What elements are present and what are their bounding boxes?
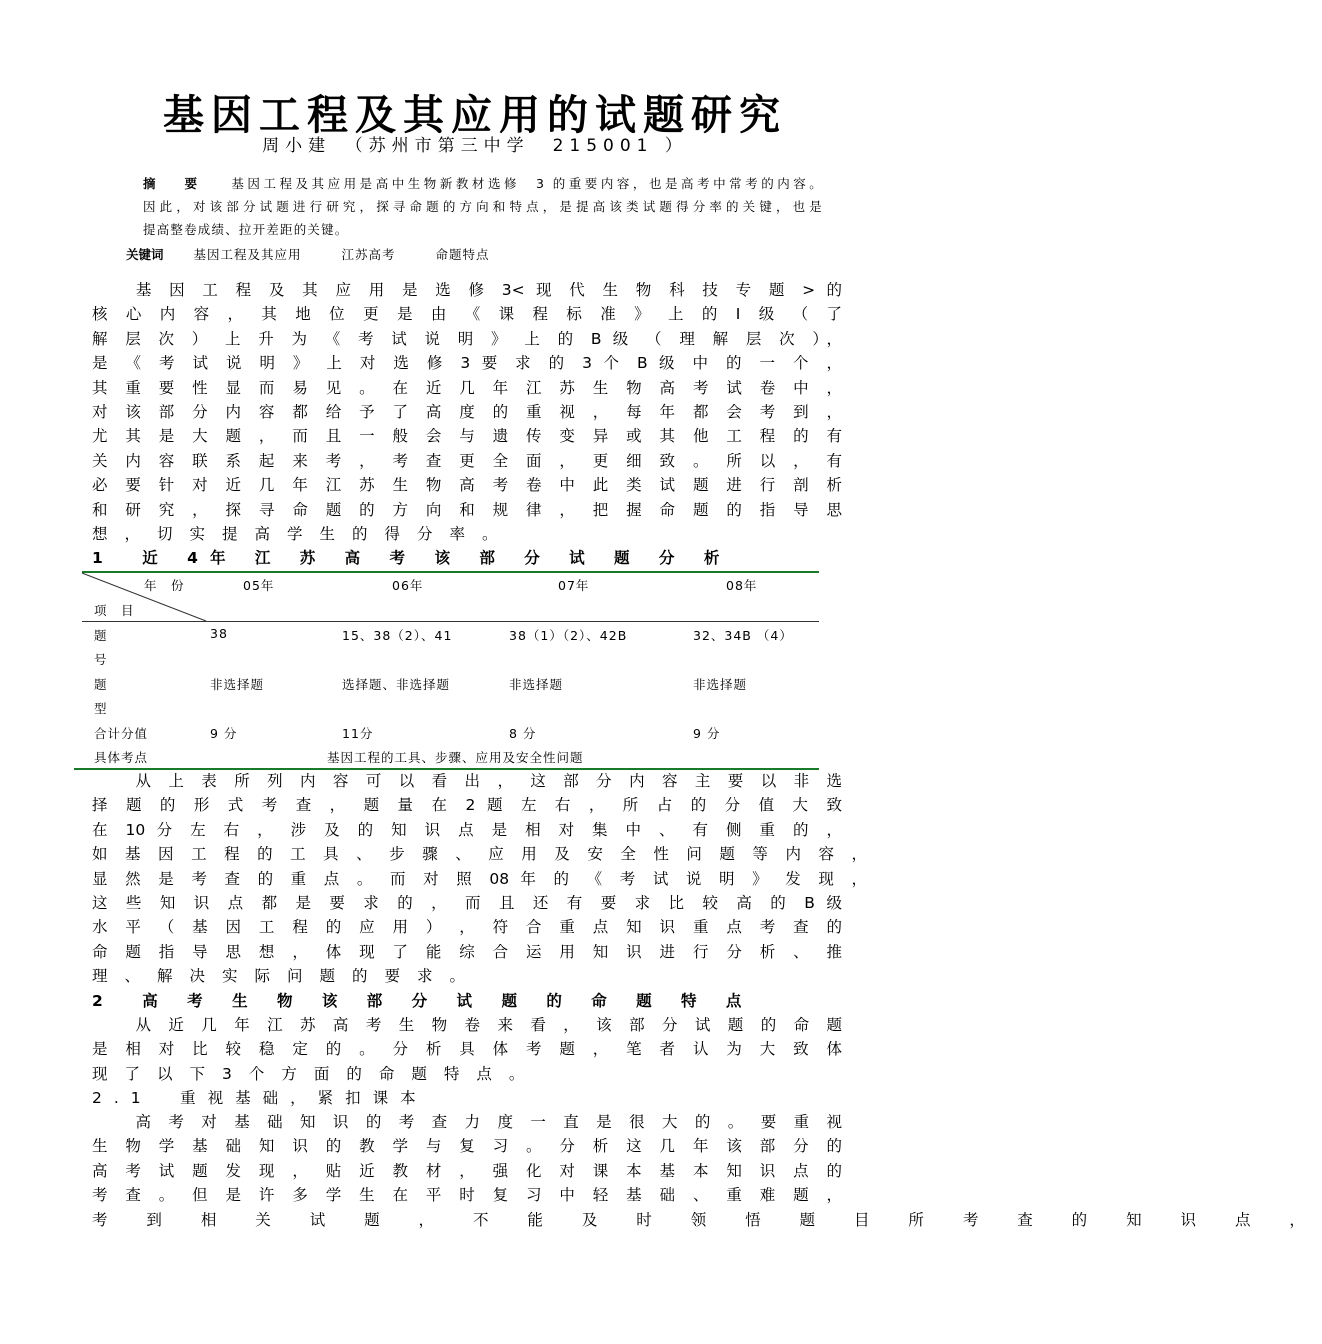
text-line: 考 到 相 关 试 题 ， 不 能 及 时 领 悟 题 目 所 考 查 的 知 识 点 ， xyxy=(92,1210,1322,1229)
table-year: 06年 xyxy=(392,578,424,593)
table-header-item: 项 目 xyxy=(94,603,135,618)
text-line: 尤 其 是 大 题 ， 而 且 一 般 会 与 遗 传 变 异 或 其 他 工 程 的 有 xyxy=(92,427,842,446)
paper-title: 基因工程及其应用的试题研究 xyxy=(163,91,787,139)
keyword: 江苏高考 xyxy=(341,247,396,262)
text-line: 解 层 次 ） 上 升 为 《 考 试 说 明 》 上 的 B 级 （ 理 解 层 次 ）， xyxy=(92,329,842,348)
table-row-label: 型 xyxy=(94,701,108,716)
text-line: 这 些 知 识 点 都 是 要 求 的 ， 而 且 还 有 要 求 比 较 高 的 B 级 xyxy=(92,894,842,912)
text-line: 从 近 几 年 江 苏 高 考 生 物 卷 来 看 ， 该 部 分 试 题 的 命 题 xyxy=(92,1016,843,1034)
text-line: 和 研 究 ， 探 寻 命 题 的 方 向 和 规 律 ， 把 握 命 题 的 指 导 思 xyxy=(92,500,842,519)
text-line: 其 重 要 性 显 而 易 见 。 在 近 几 年 江 苏 生 物 高 考 试 卷 中 ， xyxy=(92,378,842,397)
table-cell: 基因工程的工具、步骤、应用及安全性问题 xyxy=(327,750,584,765)
text-line: 生 物 学 基 础 知 识 的 教 学 与 复 习 。 分 析 这 几 年 该 部 分 的 xyxy=(92,1137,842,1156)
text-line: 对 该 部 分 内 容 都 给 予 了 高 度 的 重 视 ， 每 年 都 会 考 到 ， xyxy=(92,403,842,421)
text-line: 核 心 内 容 ， 其 地 位 更 是 由 《 课 程 标 准 》 上 的 Ⅰ 级 （ 了 xyxy=(92,305,842,324)
section-heading-2: 2 高 考 生 物 该 部 分 试 题 的 命 题 特 点 xyxy=(92,992,754,1010)
table-cell: 38（1）（2）、42B xyxy=(509,628,628,643)
text-line: 水 平 （ 基 因 工 程 的 应 用 ） ， 符 合 重 点 知 识 重 点 考 查 的 xyxy=(92,918,842,937)
subsection-heading-2-1: 2.1 重视基础，紧扣课本 xyxy=(92,1089,428,1107)
abstract-label: 摘 要 xyxy=(143,176,210,191)
table-row-label: 题 xyxy=(94,628,108,643)
text-line: 高 考 对 基 础 知 识 的 考 查 力 度 一 直 是 很 大 的 。 要 重 视 xyxy=(92,1113,843,1131)
table-cell: 32、34B （4） xyxy=(693,628,793,643)
author-line: 周小建 （苏州市第三中学 215001 ） xyxy=(262,136,688,156)
text-line: 必 要 针 对 近 几 年 江 苏 生 物 高 考 卷 中 此 类 试 题 进 行 剖 析 xyxy=(92,476,842,495)
table-cell: 非选择题 xyxy=(509,677,564,692)
text-line: 择 题 的 形 式 考 查 ， 题 量 在 2 题 左 右 ， 所 占 的 分 值 大 致 xyxy=(92,796,842,815)
text-line: 是 相 对 比 较 稳 定 的 。 分 析 具 体 考 题 ， 笔 者 认 为 大 致 体 xyxy=(92,1040,842,1059)
table-cell: 非选择题 xyxy=(210,677,265,692)
table-cell: 选择题、非选择题 xyxy=(342,677,451,692)
table-row-label: 具体考点 xyxy=(94,750,149,765)
table-year: 05年 xyxy=(243,578,275,593)
table-cell: 11分 xyxy=(342,726,374,741)
text-line: 显 然 是 考 查 的 重 点 。 而 对 照 08 年 的 《 考 试 说 明 》 发 现 ， xyxy=(92,869,867,888)
table-cell: 非选择题 xyxy=(693,677,748,692)
table-year: 08年 xyxy=(726,578,758,593)
keyword: 命题特点 xyxy=(435,247,490,262)
table-header-rule xyxy=(82,621,819,622)
text-line: 如 基 因 工 程 的 工 具 、 步 骤 、 应 用 及 安 全 性 问 题 等 内 容 ， xyxy=(92,845,867,864)
table-cell: 38 xyxy=(210,626,228,641)
text-line: 高 考 试 题 发 现 ， 贴 近 教 材 ， 强 化 对 课 本 基 本 知 识 点 的 xyxy=(92,1161,842,1180)
text-line: 从 上 表 所 列 内 容 可 以 看 出 ， 这 部 分 内 容 主 要 以 非 选 xyxy=(92,772,843,790)
table-row-label: 合计分值 xyxy=(94,726,149,741)
keyword: 基因工程及其应用 xyxy=(193,247,302,262)
text-line: 在 10 分 左 右 ， 涉 及 的 知 识 点 是 相 对 集 中 、 有 侧 重 的 ， xyxy=(92,820,842,839)
table-cell: 8 分 xyxy=(509,726,537,741)
table-year: 07年 xyxy=(558,578,590,593)
text-line: 关 内 容 联 系 起 来 考 ， 考 查 更 全 面 ， 更 细 致 。 所 以 ， 有 xyxy=(92,451,842,470)
table-cell: 9 分 xyxy=(210,726,238,741)
section-heading-1: 1 近 4年 江 苏 高 考 该 部 分 试 题 分 析 xyxy=(92,549,732,567)
table-cell: 9 分 xyxy=(693,726,721,741)
keywords-label: 关键词 xyxy=(126,247,164,262)
table-row-label: 题 xyxy=(94,677,108,692)
table-cell: 15、38（2）、41 xyxy=(342,628,453,643)
abstract-line: 提高整卷成绩、拉开差距的关键。 xyxy=(143,222,349,237)
table-header-year: 年 份 xyxy=(144,578,185,593)
abstract-line: 因此，对该部分试题进行研究，探寻命题的方向和特点，是提高该类试题得分率的关键，也是 xyxy=(143,199,823,214)
text-line: 命 题 指 导 思 想 ， 体 现 了 能 综 合 运 用 知 识 进 行 分 析 、 推 xyxy=(92,942,842,961)
text-line: 想，切实提高学生的得分率。 xyxy=(92,525,515,543)
text-line: 基 因 工 程 及 其 应 用 是 选 修 3< 现 代 生 物 科 技 专 题 > 的 xyxy=(92,281,842,299)
abstract-line xyxy=(143,174,823,192)
table-row-label: 号 xyxy=(94,652,108,667)
abstract-text: 基因工程及其应用是高中生物新教材选修 3 的重要内容，也是高考中常考的内容。 xyxy=(231,176,824,191)
text-line: 考 查 。 但 是 许 多 学 生 在 平 时 复 习 中 轻 基 础 、 重 难 题 ， xyxy=(92,1186,842,1205)
text-line: 理、解决实际问题的要求。 xyxy=(92,967,483,986)
text-line: 现了以下3个方面的命题特点。 xyxy=(92,1064,542,1083)
keywords-line xyxy=(126,245,526,263)
text-line: 是 《 考 试 说 明 》 上 对 选 修 3 要 求 的 3 个 B 级 中 的 一 个 ， xyxy=(92,354,842,373)
